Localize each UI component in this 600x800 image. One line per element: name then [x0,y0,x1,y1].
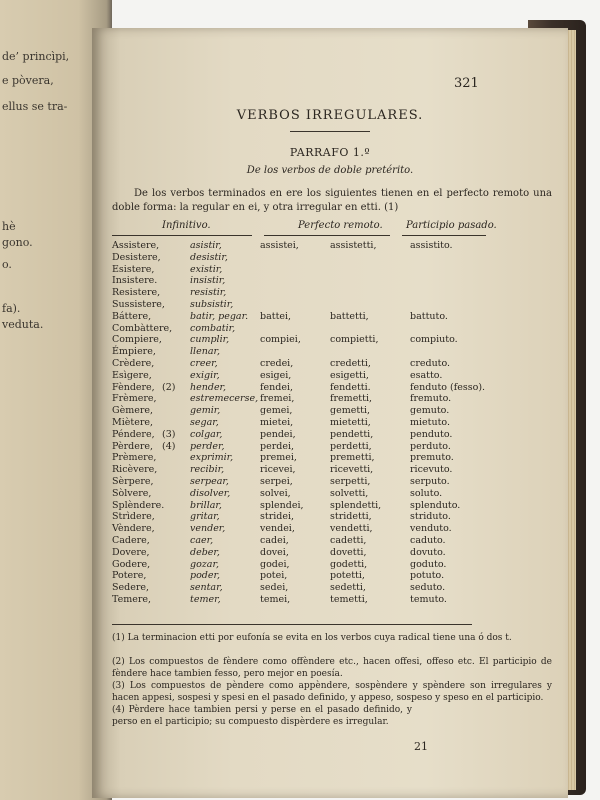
past-participle: gemuto. [410,405,450,417]
footnote-marker: (3) [162,428,176,440]
perfect-regular: fendei, [260,381,294,393]
past-participle: premuto. [410,452,454,464]
past-participle: dovuto. [410,546,446,558]
table-row [92,252,568,264]
perfect-irregular: perdetti, [330,440,372,452]
italian-infinitive: Sòlvere, [112,487,152,499]
perfect-irregular: mietetti, [330,417,371,428]
perfect-irregular: premetti, [330,452,375,464]
past-participle: potuto. [410,570,445,582]
footnote: (4) Pèrdere hace tambien persi y perse en el pasado definido, y perso en el participio; su compuesto dispèrdere es irregular. [112,705,412,727]
facing-page-text: veduta. [2,318,44,331]
italian-infinitive: Compiere, [112,334,162,346]
spanish-infinitive: cumplir, [190,334,230,346]
perfect-regular: gemei, [260,405,293,417]
perfect-regular: cadei, [260,535,289,546]
italian-infinitive: Desistere, [112,251,161,263]
italian-infinitive: Vèndere, [112,523,155,535]
table-row [92,393,568,405]
past-participle: compiuto. [410,334,458,346]
perfect-irregular: esigetti, [330,369,369,381]
past-participle: serputo. [410,476,450,487]
table-row [92,570,568,582]
perfect-irregular: fendetti. [330,381,371,393]
spanish-infinitive: recibir, [190,464,225,476]
spanish-infinitive: caer, [190,535,214,546]
perfect-regular: vendei, [260,523,295,535]
past-participle: battuto. [410,310,448,322]
perfect-regular: dovei, [260,546,289,558]
intro-paragraph: De los verbos terminados en ere los siguientes tienen en el perfecto remoto una doble forma: la regular en ei, y otra irregular en etti. (1) [112,188,552,213]
table-row [92,405,568,417]
spanish-infinitive: insistir, [190,275,226,287]
spanish-infinitive: gozar, [190,558,219,570]
perfect-irregular: pendetti, [330,428,374,440]
header-rule [402,235,486,236]
perfect-irregular: temetti, [330,594,368,605]
italian-infinitive: Strìdere, [112,511,155,523]
footnote-marker: (2) [162,381,176,393]
italian-infinitive: Esìgere, [112,369,152,381]
header-rule [264,235,390,236]
italian-infinitive: Pèrdere, [112,440,154,452]
table-row [92,488,568,500]
italian-infinitive: Sussistere, [112,299,165,310]
perfect-irregular: dovetti, [330,546,367,558]
spanish-infinitive: estremecerse, [190,393,259,405]
perfect-irregular: potetti, [330,570,365,582]
facing-page-text: o. [2,258,12,271]
italian-infinitive: Frèmere, [112,393,157,405]
italian-infinitive: Báttere, [112,310,152,322]
header-participle: Participio pasado. [406,220,497,231]
past-participle: goduto. [410,558,447,570]
table-row [92,370,568,382]
perfect-irregular: assistetti, [330,240,377,251]
table-row [92,511,568,523]
past-participle: ricevuto. [410,464,453,476]
perfect-regular: premei, [260,452,297,464]
perfect-regular: temei, [260,594,291,605]
spanish-infinitive: serpear, [190,476,229,487]
spanish-infinitive: vender, [190,523,226,535]
perfect-irregular: credetti, [330,358,371,369]
table-row [92,429,568,441]
table-row [92,500,568,512]
page-title: VERBOS IRREGULARES. [236,108,424,123]
perfect-regular: serpei, [260,476,293,487]
spanish-infinitive: temer, [190,594,221,605]
past-participle: perduto. [410,440,451,452]
italian-infinitive: Resistere, [112,287,161,299]
facing-page-text: e pòvera, [2,74,54,87]
table-row [92,476,568,488]
book-page [92,28,568,798]
perfect-irregular: vendetti, [330,523,373,535]
spanish-infinitive: gritar, [190,511,220,523]
page-number: 321 [454,76,479,91]
italian-infinitive: Esistere, [112,263,155,275]
past-participle: seduto. [410,582,446,594]
table-row [92,346,568,358]
table-row [92,594,568,606]
perfect-irregular: godetti, [330,558,368,570]
italian-infinitive: Miètere, [112,417,154,428]
table-row [92,535,568,547]
facing-page-text: gono. [2,236,33,249]
italian-infinitive: Splèndere. [112,499,165,511]
perfect-regular: splendei, [260,499,304,511]
past-participle: creduto. [410,358,451,369]
table-row [92,311,568,323]
italian-infinitive: Ricèvere, [112,464,158,476]
past-participle: fenduto (fesso). [410,381,486,393]
header-infinitive: Infinitivo. [162,220,211,231]
italian-infinitive: Cadere, [112,535,150,546]
facing-page-text: hè [2,220,16,233]
section-heading: PARRAFO 1.º [289,146,371,159]
table-row [92,240,568,252]
spanish-infinitive: deber, [190,546,220,558]
past-participle: assistito. [410,240,453,251]
spanish-infinitive: creer, [190,358,218,369]
spanish-infinitive: segar, [190,417,219,428]
past-participle: temuto. [410,594,447,605]
perfect-irregular: ricevetti, [330,464,374,476]
perfect-regular: fremei, [260,393,295,405]
table-row [92,358,568,370]
table-row [92,452,568,464]
facing-page-text: ellus se tra- [2,100,68,113]
perfect-regular: pendei, [260,428,296,440]
perfect-irregular: serpetti, [330,476,371,487]
perfect-irregular: gemetti, [330,405,371,417]
past-participle: penduto. [410,428,453,440]
past-participle: caduto. [410,535,446,546]
perfect-regular: esigei, [260,369,292,381]
perfect-irregular: stridetti, [330,511,372,523]
perfect-irregular: splendetti, [330,499,382,511]
italian-infinitive: Sedere, [112,582,150,594]
past-participle: striduto. [410,511,451,523]
section-subtitle: De los verbos de doble pretérito. [246,165,414,176]
table-row [92,264,568,276]
footnote-rule [112,624,472,625]
perfect-irregular: cadetti, [330,535,367,546]
italian-infinitive: Assistere, [112,240,160,251]
spanish-infinitive: gemir, [190,405,221,417]
spanish-infinitive: desistir, [190,251,228,263]
italian-infinitive: Péndere, [112,428,155,440]
spanish-infinitive: existir, [190,263,223,275]
italian-infinitive: Prèmere, [112,452,157,464]
italian-infinitive: Potere, [112,570,147,582]
spanish-infinitive: asistir, [190,240,222,251]
table-row [92,323,568,335]
footnote: (1) La terminacion etti por eufonía se evita en los verbos cuya radical tiene una ó dos t. [112,633,512,643]
italian-infinitive: Sèrpere, [112,476,154,487]
italian-infinitive: Fèndere, [112,381,155,393]
perfect-regular: perdei, [260,440,295,452]
past-participle: esatto. [410,369,443,381]
spanish-infinitive: colgar, [190,428,223,440]
italian-infinitive: Dovere, [112,546,150,558]
table-row [92,287,568,299]
perfect-regular: compiei, [260,334,301,346]
signature-mark: 21 [414,740,428,753]
footnote: (2) Los compuestos de fèndere como offèndere etc., hacen offesi, offeso etc. El participio de fèndere hace tambien fesso, pero mejor en poesía. [112,657,552,679]
past-participle: venduto. [410,523,452,535]
spanish-infinitive: exprimir, [190,452,234,464]
table-row [92,523,568,535]
italian-infinitive: Gèmere, [112,405,154,417]
past-participle: mietuto. [410,417,450,428]
table-row [92,299,568,311]
italian-infinitive: Godere, [112,558,151,570]
past-participle: fremuto. [410,393,452,405]
perfect-regular: godei, [260,558,290,570]
facing-page-text: fa). [2,302,21,315]
spanish-infinitive: exigir, [190,369,220,381]
italian-infinitive: Combàttere, [112,322,173,334]
perfect-regular: potei, [260,570,288,582]
past-participle: soluto. [410,487,443,499]
table-row [92,275,568,287]
italian-infinitive: Crèdere, [112,358,155,369]
spanish-infinitive: subsistir, [190,299,234,310]
table-row [92,464,568,476]
italian-infinitive: Temere, [112,594,152,605]
perfect-irregular: sedetti, [330,582,366,594]
spanish-infinitive: hender, [190,381,227,393]
table-row [92,547,568,559]
facing-page-text: de’ princìpi, [2,50,70,63]
spanish-infinitive: resistir, [190,287,227,299]
footnote-marker: (4) [162,440,176,452]
perfect-regular: stridei, [260,511,295,523]
footnote: (3) Los compuestos de pèndere como appèndere, sospèndere y spèndere son irregulares y hacen appesi, sospesi y spesi en el pasado definido, y appeso, sospeso y speso en el participio. [112,681,552,703]
perfect-regular: battei, [260,310,292,322]
table-row [92,441,568,453]
perfect-regular: solvei, [260,487,291,499]
spanish-infinitive: sentar, [190,582,223,594]
spanish-infinitive: combatir, [190,322,236,334]
table-row [92,582,568,594]
italian-infinitive: Insistere. [112,275,158,287]
spanish-infinitive: disolver, [190,487,231,499]
perfect-regular: credei, [260,358,294,369]
header-rule [112,235,252,236]
perfect-irregular: compietti, [330,334,379,346]
spanish-infinitive: poder, [190,570,221,582]
table-row [92,417,568,429]
perfect-regular: ricevei, [260,464,296,476]
perfect-irregular: fremetti, [330,393,373,405]
perfect-regular: sedei, [260,582,289,594]
perfect-regular: mietei, [260,417,294,428]
table-row [92,334,568,346]
spanish-infinitive: batir, pegar. [190,310,249,322]
spanish-infinitive: perder, [190,440,225,452]
perfect-irregular: solvetti, [330,487,369,499]
perfect-regular: assistei, [260,240,299,251]
italian-infinitive: Émpiere, [112,346,156,358]
header-perfect: Perfecto remoto. [298,220,383,231]
spanish-infinitive: brillar, [190,499,222,511]
table-row [92,382,568,394]
perfect-irregular: battetti, [330,310,369,322]
table-row [92,559,568,571]
spanish-infinitive: llenar, [190,346,220,358]
past-participle: splenduto. [410,499,461,511]
title-rule [290,131,370,132]
